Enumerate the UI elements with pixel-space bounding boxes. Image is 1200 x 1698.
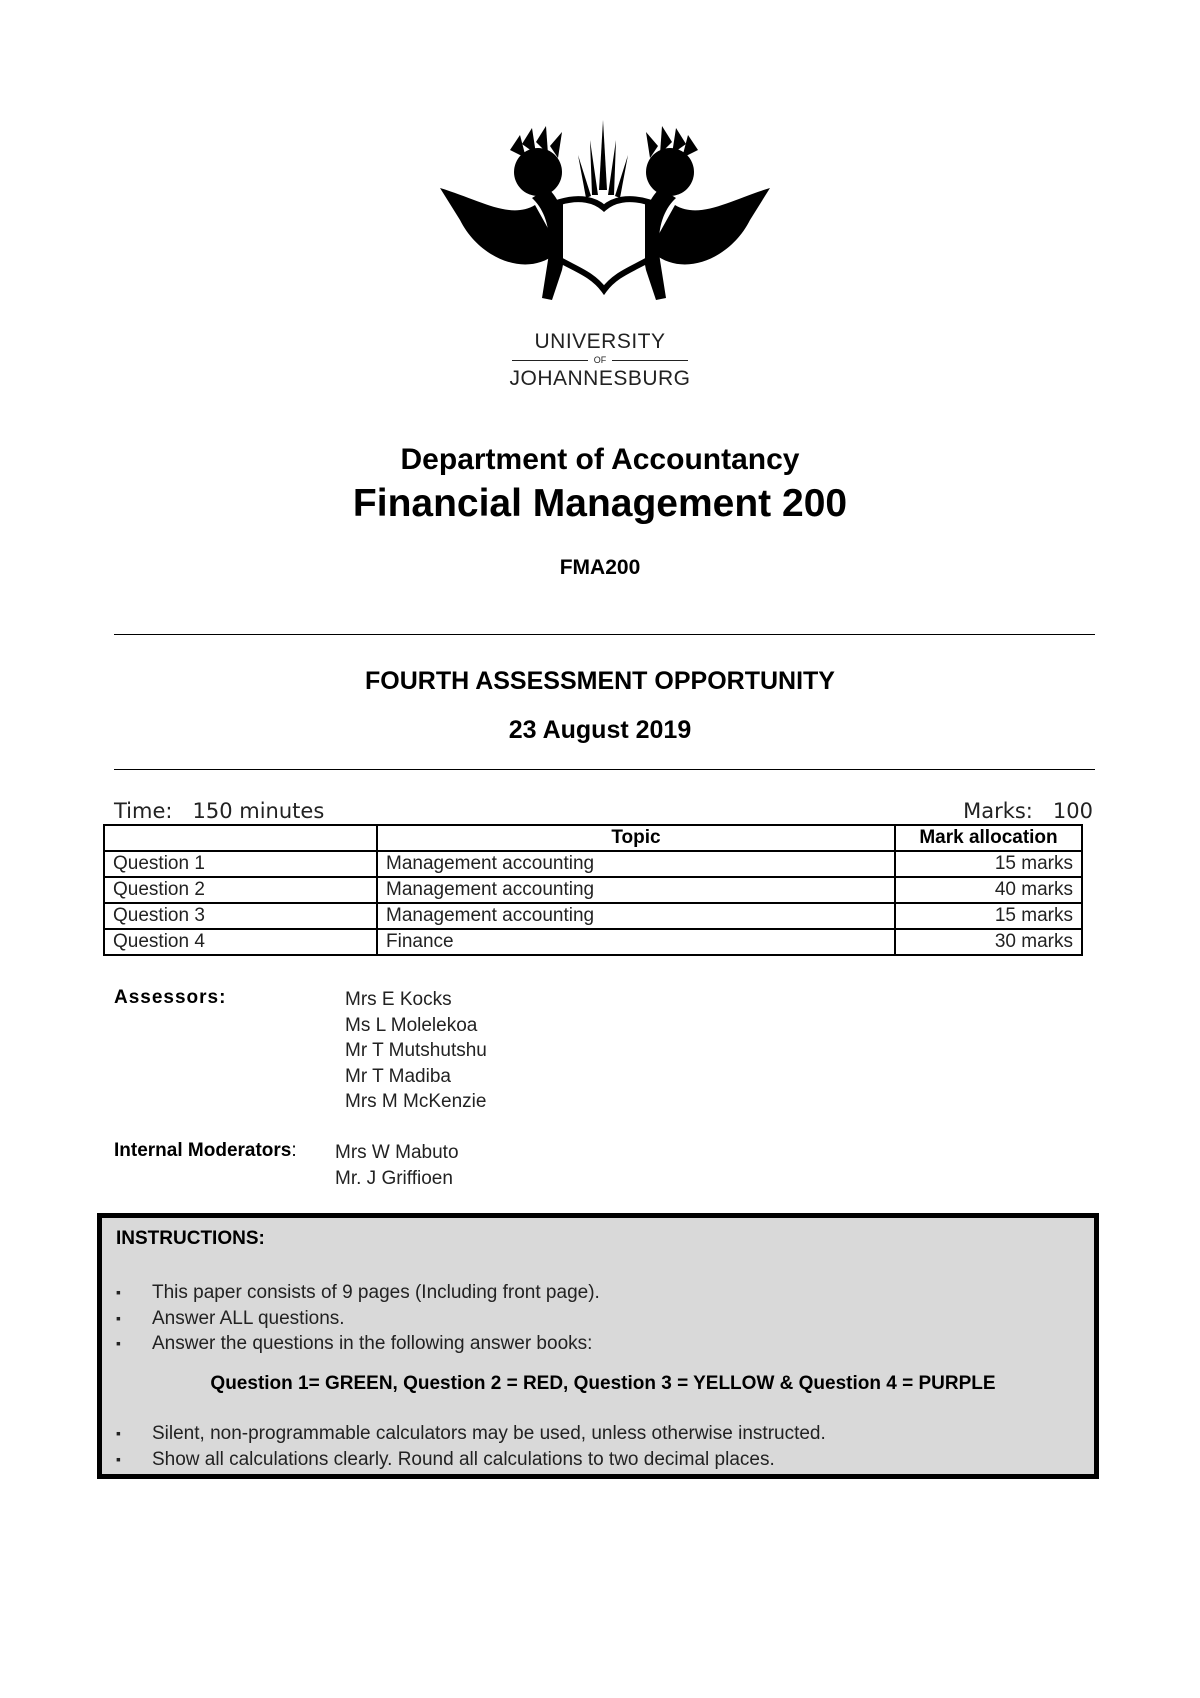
university-of: OF xyxy=(470,355,730,365)
table-cell: Question 3 xyxy=(104,903,377,929)
instructions-title: INSTRUCTIONS: xyxy=(116,1228,265,1249)
table-cell: 40 marks xyxy=(895,877,1082,903)
instruction-item: ▪ Show all calculations clearly. Round all calculations to two decimal places. xyxy=(116,1447,1076,1473)
table-cell: Management accounting xyxy=(377,903,895,929)
moderators-label: Internal Moderators: xyxy=(114,1140,297,1161)
university-line3: JOHANNESBURG xyxy=(509,367,691,390)
instruction-item: ▪ Silent, non-programmable calculators may be used, unless otherwise instructed. xyxy=(116,1421,1076,1447)
instruction-item: ▪ Answer the questions in the following answer books: xyxy=(116,1331,1076,1357)
table-cell: Question 4 xyxy=(104,929,377,955)
table-cell: Management accounting xyxy=(377,877,895,903)
assessors-label: Assessors: xyxy=(114,987,227,1008)
instructions-box xyxy=(97,1213,1099,1479)
table-header-row xyxy=(104,825,1082,851)
uj-crest-icon xyxy=(440,110,770,320)
assessor-name: Ms L Molelekoa xyxy=(345,1014,478,1036)
answer-book-colours: Question 1= GREEN, Question 2 = RED, Question 3 = YELLOW & Question 4 = PURPLE xyxy=(210,1373,996,1394)
table-row xyxy=(104,903,1082,929)
assessor-name: Mrs E Kocks xyxy=(345,989,452,1010)
assessment-opportunity: FOURTH ASSESSMENT OPPORTUNITY xyxy=(365,667,835,695)
time-text: Time: 150 minutes xyxy=(114,799,325,823)
table-header-cell: Mark allocation xyxy=(895,825,1082,851)
department-title: Department of Accountancy xyxy=(400,443,800,476)
instruction-item: ▪ Answer ALL questions. xyxy=(116,1306,1076,1332)
assessor-name: Mrs M McKenzie xyxy=(345,1091,487,1112)
university-name xyxy=(470,330,730,391)
table-cell: Management accounting xyxy=(377,851,895,877)
moderators-list xyxy=(335,1140,459,1191)
question-table xyxy=(103,824,1083,956)
table-cell: 15 marks xyxy=(895,851,1082,877)
marks-text: Marks: 100 xyxy=(963,799,1093,823)
course-title: Financial Management 200 xyxy=(352,482,848,525)
table-row xyxy=(104,929,1082,955)
table-cell: Question 2 xyxy=(104,877,377,903)
table-row xyxy=(104,851,1082,877)
university-line1: UNIVERSITY xyxy=(534,330,666,353)
divider-bottom xyxy=(114,769,1095,770)
assessor-name: Mr T Mutshutshu xyxy=(345,1040,487,1061)
assessor-name: Mr T Madiba xyxy=(345,1065,451,1087)
instruction-item: ▪ This paper consists of 9 pages (Including front page). xyxy=(116,1280,1076,1306)
divider-top xyxy=(114,634,1095,635)
table-cell: 15 marks xyxy=(895,903,1082,929)
moderator-name: Mrs W Mabuto xyxy=(335,1142,459,1163)
table-header-cell: Topic xyxy=(377,825,895,851)
time-marks-line xyxy=(114,799,1093,823)
table-row xyxy=(104,877,1082,903)
instructions-list xyxy=(116,1421,1076,1472)
moderator-name: Mr. J Griffioen xyxy=(335,1167,453,1189)
table-cell: Finance xyxy=(377,929,895,955)
table-cell: Question 1 xyxy=(104,851,377,877)
course-code: FMA200 xyxy=(559,556,641,579)
assessment-date: 23 August 2019 xyxy=(508,716,692,744)
instructions-list xyxy=(116,1280,1076,1357)
table-header-cell xyxy=(104,825,377,851)
assessors-list xyxy=(345,987,487,1115)
table-cell: 30 marks xyxy=(895,929,1082,955)
